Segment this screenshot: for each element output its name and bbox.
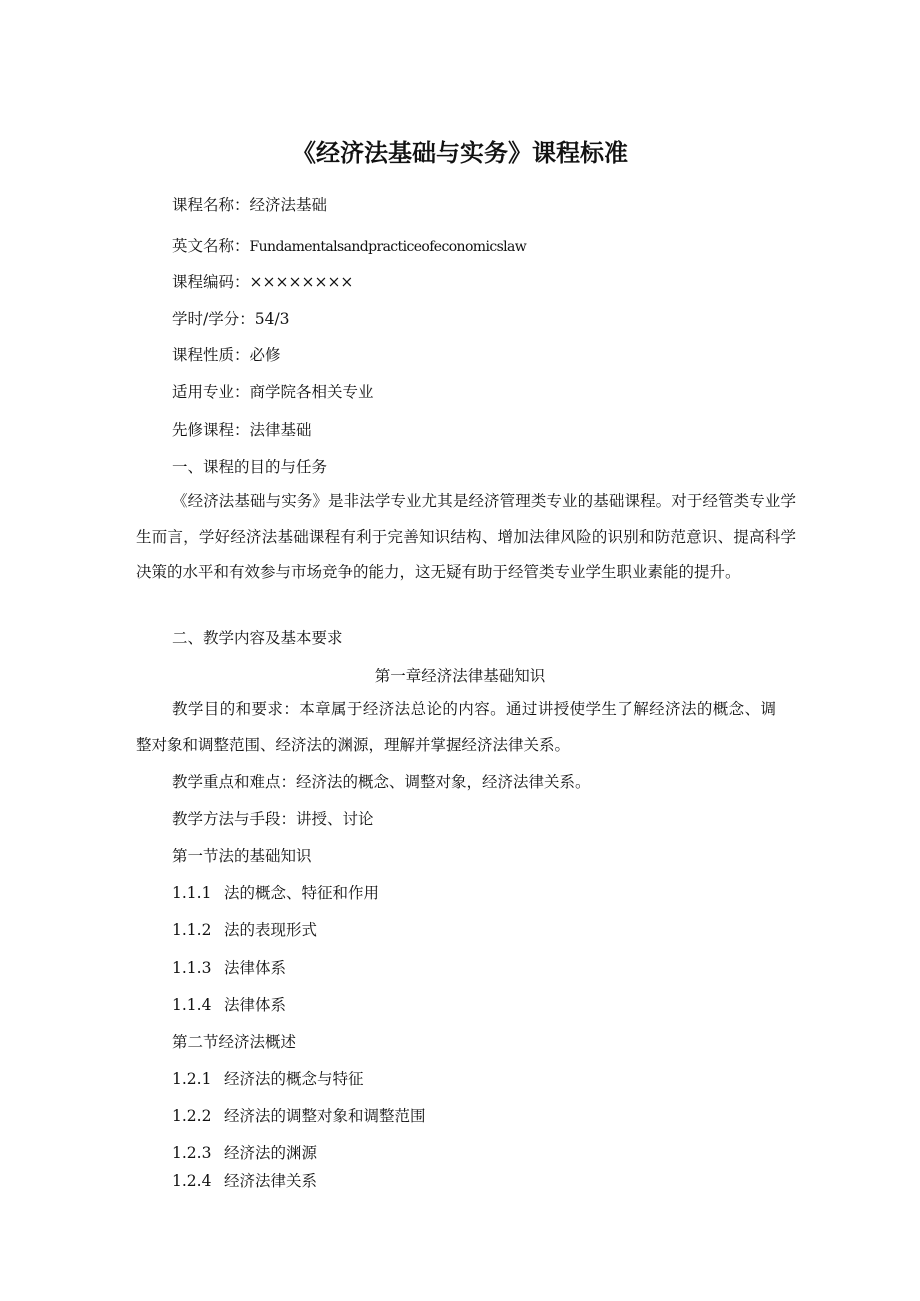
list-item <box>172 920 317 940</box>
hours-credits-line <box>172 309 290 329</box>
course-code-label: 课程编码： <box>172 273 250 291</box>
item-text: 法律体系 <box>224 959 287 977</box>
list-item <box>172 995 286 1015</box>
item-text: 法的表现形式 <box>224 921 318 939</box>
item-text: 经济法的概念与特征 <box>224 1070 364 1088</box>
course-code-line <box>172 272 353 292</box>
course-name-label: 课程名称： <box>172 196 250 214</box>
course-nature-label: 课程性质： <box>172 346 250 364</box>
list-item <box>172 1106 426 1126</box>
course-nature-value: 必修 <box>249 346 281 364</box>
chapter-title: 第一章经济法律基础知识 <box>374 667 546 685</box>
applicable-major-label: 适用专业： <box>172 383 250 401</box>
item-number: 1.2.3 <box>172 1144 212 1162</box>
course-nature-line <box>172 345 281 365</box>
section1-paragraph: 《经济法基础与实务》是非法学专业尤其是经济管理类专业的基础课程。对于经管类专业学生而言，学好经济法基础课程有利于完善知识结构、增加法律风险的识别和防范意识、提高科学决策的水平和有效参与市场竞争的能力，这无疑有助于经管类专业学生职业素能的提升。 <box>136 492 796 581</box>
item-text: 经济法的渊源 <box>224 1144 318 1162</box>
course-name-value: 经济法基础 <box>249 196 328 214</box>
item-number: 1.2.2 <box>172 1107 212 1125</box>
prerequisite-line <box>172 420 312 440</box>
english-name-label: 英文名称： <box>172 237 250 255</box>
chapter-key-points: 教学重点和难点：经济法的概念、调整对象，经济法律关系。 <box>172 773 591 791</box>
course-code-value: ×××××××× <box>249 273 354 291</box>
item-text: 经济法的调整对象和调整范围 <box>224 1107 426 1125</box>
list-item <box>172 958 286 978</box>
prerequisite-value: 法律基础 <box>249 421 312 439</box>
item-number: 1.2.1 <box>172 1070 212 1088</box>
item-text: 法的概念、特征和作用 <box>224 884 380 902</box>
english-name-line <box>172 236 526 257</box>
english-name-value: Fundamentalsandpracticeofeconomicslaw <box>249 239 527 255</box>
item-number: 1.1.4 <box>172 996 212 1014</box>
item-text: 经济法律关系 <box>224 1172 318 1190</box>
item-number: 1.2.4 <box>172 1172 212 1190</box>
item-number: 1.1.1 <box>172 884 212 902</box>
applicable-major-value: 商学院各相关专业 <box>249 383 374 401</box>
part1-title: 第一节法的基础知识 <box>172 847 312 865</box>
list-item <box>172 1171 317 1191</box>
hours-credits-value: 54/3 <box>254 310 290 328</box>
section1-heading: 一、课程的目的与任务 <box>172 458 328 476</box>
list-item <box>172 1143 317 1163</box>
prerequisite-label: 先修课程： <box>172 421 250 439</box>
item-text: 法律体系 <box>224 996 287 1014</box>
document-title: 《经济法基础与实务》课程标准 <box>292 139 628 167</box>
section2-heading: 二、教学内容及基本要求 <box>172 629 343 647</box>
item-number: 1.1.3 <box>172 959 212 977</box>
chapter-methods: 教学方法与手段：讲授、讨论 <box>172 810 374 828</box>
hours-credits-label: 学时/学分： <box>172 310 255 328</box>
item-number: 1.1.2 <box>172 921 212 939</box>
list-item <box>172 883 379 903</box>
part2-title: 第二节经济法概述 <box>172 1033 297 1051</box>
applicable-major-line <box>172 382 374 402</box>
course-name-line <box>172 195 327 215</box>
list-item <box>172 1069 364 1089</box>
chapter-objectives: 教学目的和要求：本章属于经济法总论的内容。通过讲授使学生了解经济法的概念、调整对象和调整范围、经济法的渊源，理解并掌握经济法律关系。 <box>136 700 776 754</box>
